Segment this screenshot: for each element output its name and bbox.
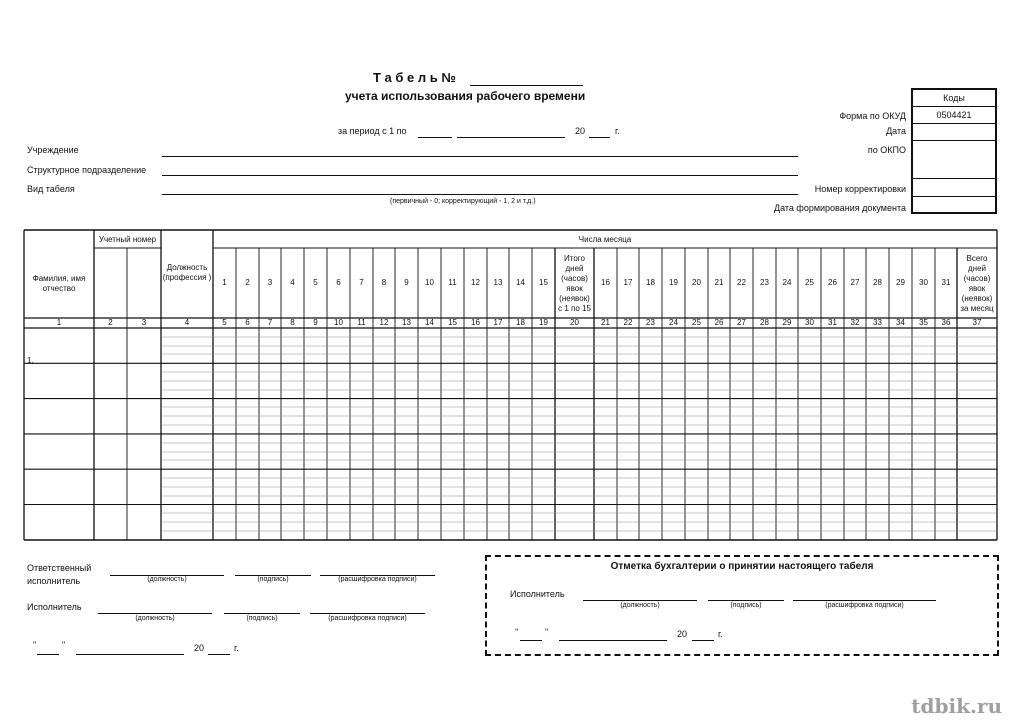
col-account-header: Учетный номер [98, 234, 157, 244]
day-header-18: 18 [646, 278, 655, 287]
col-number-32: 32 [850, 318, 860, 327]
day-header-4: 4 [290, 278, 295, 287]
day-header-22: 22 [737, 278, 746, 287]
accounting-decoding-caption: (расшифровка подписи) [825, 602, 904, 609]
col-total-month-header: Всего дней (часов) явок (неявок) за месяц [960, 254, 994, 313]
day-header-25: 25 [805, 278, 814, 287]
col-number-37: 37 [972, 318, 982, 327]
col-number-21: 21 [601, 318, 610, 327]
responsible-position-caption: (должность) [147, 576, 187, 583]
date-month-field[interactable] [76, 654, 184, 655]
responsible-label-line1: Ответственный [27, 563, 92, 573]
watermark: tdbik.ru [911, 694, 1002, 718]
col-number-26: 26 [714, 318, 724, 327]
responsible-label-line2: исполнитель [27, 576, 81, 586]
col-number-1: 1 [56, 318, 62, 327]
col-number-31: 31 [828, 318, 837, 327]
okud-label: Форма по ОКУД [839, 111, 906, 121]
date-day-field[interactable] [37, 654, 59, 655]
day-header-3: 3 [267, 278, 273, 287]
responsible-decoding-caption: (расшифровка подписи) [338, 576, 417, 583]
accounting-date-close-quote: " [545, 627, 549, 637]
col-number-9: 9 [313, 318, 318, 327]
col-number-29: 29 [782, 318, 792, 327]
col-number-28: 28 [760, 318, 769, 327]
accounting-date-month-field[interactable] [559, 640, 667, 641]
day-header-1: 1 [222, 278, 227, 287]
col-number-23: 23 [646, 318, 655, 327]
accounting-executor-label: Исполнитель [510, 589, 565, 599]
accounting-year-prefix: 20 [677, 629, 688, 639]
col-number-3: 3 [141, 318, 147, 327]
formed-label: Дата формирования документа [773, 203, 906, 213]
document-subtitle: учета использования рабочего времени [345, 89, 586, 103]
day-header-21: 21 [714, 278, 724, 287]
row-number-1: 1. [27, 356, 34, 365]
col-number-27: 27 [737, 318, 746, 327]
okpo-label: по ОКПО [867, 145, 906, 155]
day-header-16: 16 [601, 278, 610, 287]
date-year-suffix: г. [234, 643, 239, 653]
date-year-prefix: 20 [194, 643, 205, 653]
col-name-header: Фамилия, имя отчество [32, 274, 86, 293]
col-number-12: 12 [379, 318, 389, 327]
day-header-15: 15 [539, 278, 548, 287]
col-number-11: 11 [357, 318, 366, 327]
col-number-24: 24 [669, 318, 678, 327]
type-hint: (первичный - 0; корректирующий - 1, 2 и т.д.) [390, 198, 536, 205]
col-number-5: 5 [222, 318, 227, 327]
col-number-25: 25 [692, 318, 701, 327]
col-number-34: 34 [896, 318, 905, 327]
col-number-15: 15 [448, 318, 457, 327]
date-close-quote: " [62, 640, 66, 650]
col-number-8: 8 [290, 318, 295, 327]
period-label: за период с 1 по [338, 126, 407, 136]
day-header-24: 24 [782, 278, 792, 287]
col-number-30: 30 [805, 318, 814, 327]
day-header-5: 5 [313, 278, 318, 287]
day-header-12: 12 [471, 278, 480, 287]
day-header-19: 19 [669, 278, 678, 287]
col-number-17: 17 [493, 318, 503, 327]
col-number-13: 13 [402, 318, 411, 327]
executor-position-field[interactable] [98, 613, 212, 614]
day-header-11: 11 [448, 278, 457, 287]
day-header-17: 17 [623, 278, 633, 287]
okud-value[interactable]: 0504421 [913, 107, 995, 124]
day-header-2: 2 [245, 278, 250, 287]
accounting-signature-caption: (подпись) [730, 602, 762, 609]
col-number-36: 36 [941, 318, 951, 327]
responsible-label [27, 562, 91, 588]
date-label: Дата [886, 126, 906, 136]
day-header-20: 20 [692, 278, 701, 287]
col-number-20: 20 [570, 318, 579, 327]
executor-decoding-caption: (расшифровка подписи) [328, 615, 407, 622]
date-year-field[interactable] [208, 654, 230, 655]
col-number-6: 6 [245, 318, 250, 327]
accounting-year-field[interactable] [692, 640, 714, 641]
day-header-10: 10 [425, 278, 434, 287]
accounting-title: Отметка бухгалтерии о принятии настоящего табеля [610, 561, 874, 572]
col-position-header: Должность (профессия ) [162, 263, 212, 282]
day-header-14: 14 [516, 278, 525, 287]
day-header-27: 27 [850, 278, 860, 287]
day-header-9: 9 [404, 278, 409, 287]
day-header-7: 7 [359, 278, 364, 287]
col-number-19: 19 [539, 318, 548, 327]
executor-decoding-field[interactable] [310, 613, 425, 614]
executor-position-caption: (должность) [135, 615, 175, 622]
accounting-position-caption: (должность) [620, 602, 660, 609]
day-header-28: 28 [873, 278, 882, 287]
period-year-suffix: г. [615, 126, 620, 136]
col-number-4: 4 [184, 318, 190, 327]
day-header-6: 6 [336, 278, 341, 287]
date-open-quote: " [33, 640, 37, 650]
responsible-signature-caption: (подпись) [257, 576, 289, 583]
day-header-13: 13 [493, 278, 503, 287]
type-label: Вид табеля [27, 184, 75, 194]
col-number-35: 35 [919, 318, 928, 327]
day-header-30: 30 [919, 278, 928, 287]
col-number-10: 10 [334, 318, 343, 327]
col-number-2: 2 [108, 318, 113, 327]
day-header-31: 31 [941, 278, 951, 287]
correction-label: Номер корректировки [814, 184, 906, 194]
col-number-14: 14 [425, 318, 434, 327]
col-total15-header: Итого дней (часов) явок (неявок) с 1 по 15 [558, 254, 591, 313]
executor-label: Исполнитель [27, 602, 82, 612]
accounting-signature-field[interactable] [708, 600, 784, 601]
col-number-18: 18 [516, 318, 525, 327]
accounting-date-day-field[interactable] [520, 640, 542, 641]
period-year-prefix: 20 [575, 126, 586, 136]
col-number-7: 7 [267, 318, 273, 327]
accounting-position-field[interactable] [583, 600, 697, 601]
codes-header: Коды [913, 90, 995, 107]
accounting-decoding-field[interactable] [793, 600, 936, 601]
accounting-year-suffix: г. [718, 629, 723, 639]
document-title: Т а б е л ь № [373, 70, 456, 85]
col-number-16: 16 [471, 318, 480, 327]
day-header-8: 8 [381, 278, 387, 287]
col-number-22: 22 [623, 318, 633, 327]
institution-label: Учреждение [27, 145, 79, 155]
executor-signature-caption: (подпись) [246, 615, 278, 622]
col-days-header: Числа месяца [578, 234, 632, 244]
day-header-29: 29 [896, 278, 905, 287]
executor-signature-field[interactable] [224, 613, 300, 614]
department-label: Структурное подразделение [27, 165, 147, 175]
day-header-23: 23 [760, 278, 769, 287]
col-number-33: 33 [873, 318, 882, 327]
day-header-26: 26 [828, 278, 837, 287]
accounting-date-open-quote: " [515, 627, 519, 637]
